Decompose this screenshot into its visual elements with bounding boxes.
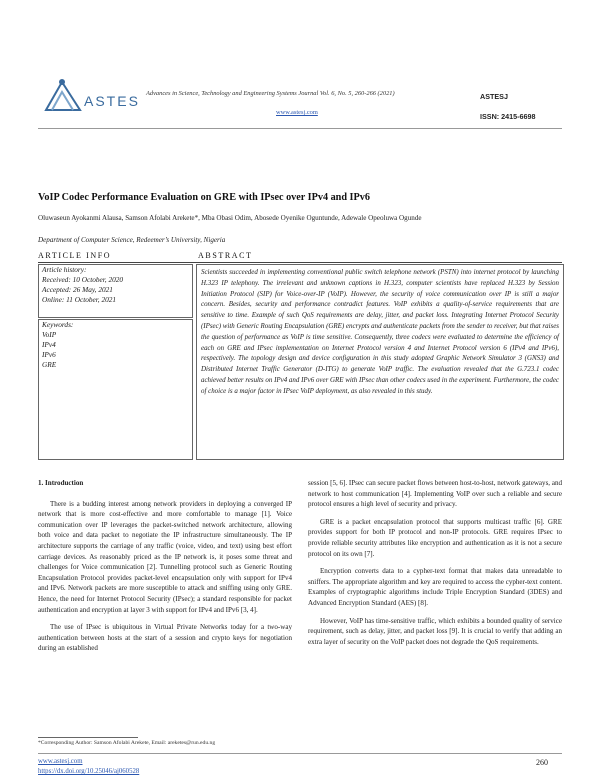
paragraph: Encryption converts data to a cypher-text format that makes data unreadable to sniffers. The appropriate algorithm and key are required to access the cypher-text content. Examples of cryptographic algorithms include Triple Encryption Standard (3DES) and Advanced Encryption Standard (AES) [8]. <box>308 567 562 607</box>
abstract-box <box>196 264 564 460</box>
footer-divider <box>38 753 562 754</box>
keyword: IPv4 <box>42 340 56 349</box>
paper-title: VoIP Codec Performance Evaluation on GRE with IPsec over IPv4 and IPv6 <box>38 192 370 203</box>
paragraph: GRE is a packet encapsulation protocol that supports multicast traffic [6]. GRE provides support for both IP protocol and non-IP protocols. GRE requires IPsec to provide reliable security attributes like encryption and authentication as it is not a secure protocol on its own [7]. <box>308 517 562 558</box>
section-heading: 1. Introduction <box>38 479 84 487</box>
footer-url-link[interactable]: www.astesj.com <box>38 758 83 765</box>
header-divider <box>38 128 562 129</box>
body-column-right <box>308 478 562 654</box>
doi-link[interactable]: https://dx.doi.org/10.25046/aj060528 <box>38 768 140 775</box>
accepted-date: Accepted: 26 May, 2021 <box>42 285 113 294</box>
info-divider <box>38 262 562 263</box>
online-date: Online: 11 October, 2021 <box>42 295 117 304</box>
journal-line: Advances in Science, Technology and Engineering Systems Journal Vol. 6, No. 5, 260-266 (2021) <box>146 90 395 97</box>
footnote-divider <box>38 737 138 738</box>
paragraph: However, VoIP has time-sensitive traffic, which exhibits a bounded quality of service requirement, such as delay, jitter, and packet loss [9]. It is crucial to verify that adding an extra layer of security on the VoIP packet does not degrade the QoS requirements. <box>308 616 562 646</box>
body-column-left <box>38 478 292 661</box>
keywords-label: Keywords: <box>42 320 74 329</box>
article-history-box <box>38 264 193 318</box>
issn: ISSN: 2415-6698 <box>480 112 536 121</box>
abstract-text: Scientists succeeded in implementing conventional public switch telephone network (PSTN) into internet protocol by launching H.323 IP telephony. The irrelevant and unknown captions in H.323, computer scientists have replaced H.323 by Session Initiation Protocol (SIP) for Voice-over-IP (VoIP). However, the security of voice communication over IP is still a major concern. Besides, security and performance contradict features. VoIP exhibits a quality-of-service requirements that are sensitive to time. Example of such QoS requirements are delay, jitter, and packet loss. Integrating Internet Protocol Security (IPsec) with Generic Routing Encapsulation (GRE) encrypts and authenticate packets from the sender to receiver, but that raises the question of performance as VoIP is time sensitive. Consequently, three codecs were evaluated to determine the efficiency of each on GRE and IPsec implementation on Internet Protocol version 4 and Internet Protocol version 6 (IPv4 and IPv6), respectively. The topology design and device configuration in this study adopted Graphic Network Simulator 3 (GNS3) and Distributed Internet Traffic Generator (D-ITG) to generate VoIP traffic. The evaluation revealed that the G.723.1 codec achieved better results on IPv4 and IPv6 over GRE with IPsec than other codecs used in the experiment. Furthermore, the codec of choice is a major factor in IPsec VoIP deployment, as also revealed in this study. <box>201 268 559 395</box>
astes-logo-icon <box>38 76 88 116</box>
journal-url-link[interactable]: www.astesj.com <box>276 109 318 116</box>
keyword: VoIP <box>42 330 57 339</box>
journal-abbr: ASTESJ <box>480 92 508 101</box>
paragraph: The use of IPsec is ubiquitous in Virtual Private Networks today for a two-way authentication between hosts at the start of a session and crypto keys for negotiation during an established <box>38 623 292 653</box>
history-label: Article history: <box>42 265 87 274</box>
keywords-box <box>38 319 193 460</box>
corresponding-author-footnote: *Corresponding Author: Samson Afolabi Arekete, Email: areketes@run.edu.ng <box>38 740 216 746</box>
abstract-heading: ABSTRACT <box>198 251 253 260</box>
page-number: 260 <box>536 758 548 767</box>
keyword: IPv6 <box>42 350 56 359</box>
paragraph: There is a budding interest among network providers in deploying a converged IP network that is more cost-effective and more comfortable to manage [1]. Voice communication over IP leverages the packet-switched network architecture, allowing both voice and data packet to negotiate the IP infrastructure simultaneously. The IP architecture supports the carriage of any traffic (voice, video, and text) using best effort carriage devices. As reasonably priced as the IP network is, it poses some threat and challenges for Voice communication [2]. Tunnelling protocol such as Generic Routing Encapsulation Protocol provides packet-level encapsulation only with support for IPv4 and IPv6. Network packets are more susceptible to attack and sniffing using only GRE. Hence, the need for Internet Protocol Security (IPsec); a standard responsible for packet authentication and encryption at layer 3 with support for IPv4 and IPv6 [3, 4]. <box>38 499 292 614</box>
logo-text: ASTES <box>84 93 140 109</box>
article-info-heading: ARTICLE INFO <box>38 251 112 260</box>
authors: Oluwaseun Ayokanmi Alausa, Samson Afolabi Arekete*, Mba Obasi Odim, Abosede Oyenike Oguntunde, Adewale Opeoluwa Ogunde <box>38 214 422 222</box>
paragraph: session [5, 6]. IPsec can secure packet flows between host-to-host, network gateways, and network to host communication [4]. Implementing VoIP over such a reliable and secure protocol ensures a high level of security and privacy. <box>308 479 563 509</box>
received-date: Received: 10 October, 2020 <box>42 275 124 284</box>
affiliation: Department of Computer Science, Redeemer’s University, Nigeria <box>38 236 226 244</box>
keyword: GRE <box>42 360 57 369</box>
